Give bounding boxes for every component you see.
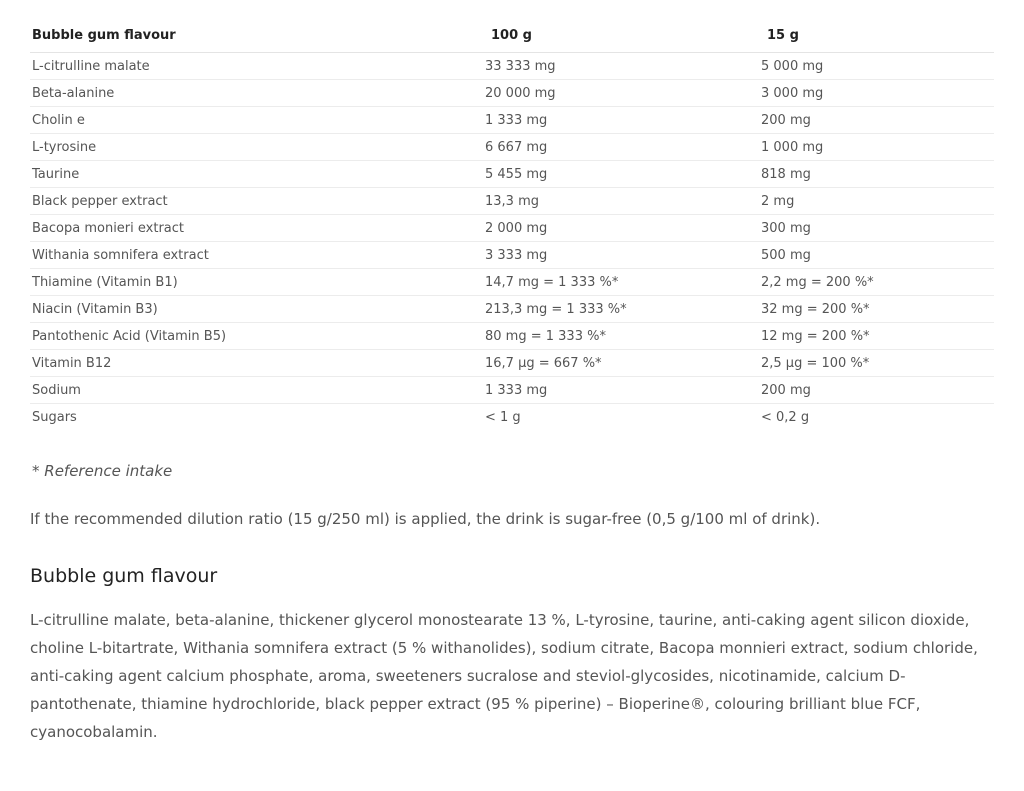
amount-15g: 200 mg [759, 377, 994, 404]
header-15g: 15 g [759, 18, 994, 53]
amount-100g: 1 333 mg [483, 107, 759, 134]
table-row [30, 107, 994, 134]
amount-15g: 1 000 mg [759, 134, 994, 161]
table-row [30, 242, 994, 269]
amount-15g: 500 mg [759, 242, 994, 269]
amount-100g: 16,7 µg = 667 %* [483, 350, 759, 377]
ingredient-name: Withania somnifera extract [30, 242, 483, 269]
table-row [30, 188, 994, 215]
amount-100g: 213,3 mg = 1 333 %* [483, 296, 759, 323]
ingredient-name: L-tyrosine [30, 134, 483, 161]
ingredient-name: Thiamine (Vitamin B1) [30, 269, 483, 296]
amount-15g: 818 mg [759, 161, 994, 188]
table-row [30, 161, 994, 188]
table-header-row [30, 18, 994, 53]
ingredient-name: Sodium [30, 377, 483, 404]
table-row [30, 269, 994, 296]
amount-100g: 6 667 mg [483, 134, 759, 161]
amount-15g: 12 mg = 200 %* [759, 323, 994, 350]
amount-100g: 3 333 mg [483, 242, 759, 269]
ingredient-name: Niacin (Vitamin B3) [30, 296, 483, 323]
ingredient-name: Pantothenic Acid (Vitamin B5) [30, 323, 483, 350]
amount-15g: 2 mg [759, 188, 994, 215]
table-row [30, 323, 994, 350]
dilution-note: If the recommended dilution ratio (15 g/250 ml) is applied, the drink is sugar-free (0,5 g/100 ml of drink). [30, 510, 821, 528]
ingredient-name: Vitamin B12 [30, 350, 483, 377]
amount-15g: 3 000 mg [759, 80, 994, 107]
amount-15g: 200 mg [759, 107, 994, 134]
ingredient-name: L-citrulline malate [30, 53, 483, 80]
table-row [30, 53, 994, 80]
header-flavour: Bubble gum flavour [30, 18, 483, 53]
amount-15g: 300 mg [759, 215, 994, 242]
ingredient-name: Beta-alanine [30, 80, 483, 107]
amount-15g: 5 000 mg [759, 53, 994, 80]
table-row [30, 215, 994, 242]
amount-100g: 33 333 mg [483, 53, 759, 80]
amount-15g: 2,2 mg = 200 %* [759, 269, 994, 296]
ingredient-name: Black pepper extract [30, 188, 483, 215]
amount-15g: 32 mg = 200 %* [759, 296, 994, 323]
reference-intake-note: * Reference intake [32, 462, 173, 480]
amount-100g: 1 333 mg [483, 377, 759, 404]
ingredients-text: L-citrulline malate, beta-alanine, thickener glycerol monostearate 13 %, L-tyrosine, taurine, anti-caking agent silicon dioxide, choline L-bitartrate, Withania somnifera extract (5 % withanolides), sodium citrate, Bacopa monnieri extract, sodium chloride, anti-caking agent calcium phosphate, aroma, sweeteners sucralose and steviol-glycosides, nicotinamide, calcium D-pantothenate, thiamine hydrochloride, black pepper extract (95 % piperine) – Bioperine®, colouring brilliant blue FCF, cyanocobalamin. [30, 611, 978, 741]
ingredients-heading: Bubble gum flavour [30, 565, 218, 587]
amount-100g: 14,7 mg = 1 333 %* [483, 269, 759, 296]
amount-15g: 2,5 µg = 100 %* [759, 350, 994, 377]
ingredient-name: Taurine [30, 161, 483, 188]
ingredient-name: Sugars [32, 409, 77, 425]
amount-100g: 20 000 mg [483, 80, 759, 107]
table-row [30, 134, 994, 161]
ingredient-name: Bacopa monieri extract [30, 215, 483, 242]
nutrition-table-body [30, 53, 994, 431]
amount-100g: 5 455 mg [483, 161, 759, 188]
table-row [30, 80, 994, 107]
amount-15g: < 0,2 g [761, 409, 810, 425]
table-row [30, 377, 994, 404]
header-100g: 100 g [483, 18, 759, 53]
table-row [30, 350, 994, 377]
table-row [30, 296, 994, 323]
nutrition-table [30, 18, 994, 430]
ingredient-name: Cholin e [30, 107, 483, 134]
amount-100g: 2 000 mg [483, 215, 759, 242]
amount-100g: 13,3 mg [483, 188, 759, 215]
table-row [30, 404, 994, 431]
amount-100g: 80 mg = 1 333 %* [483, 323, 759, 350]
amount-100g: < 1 g [485, 409, 521, 425]
